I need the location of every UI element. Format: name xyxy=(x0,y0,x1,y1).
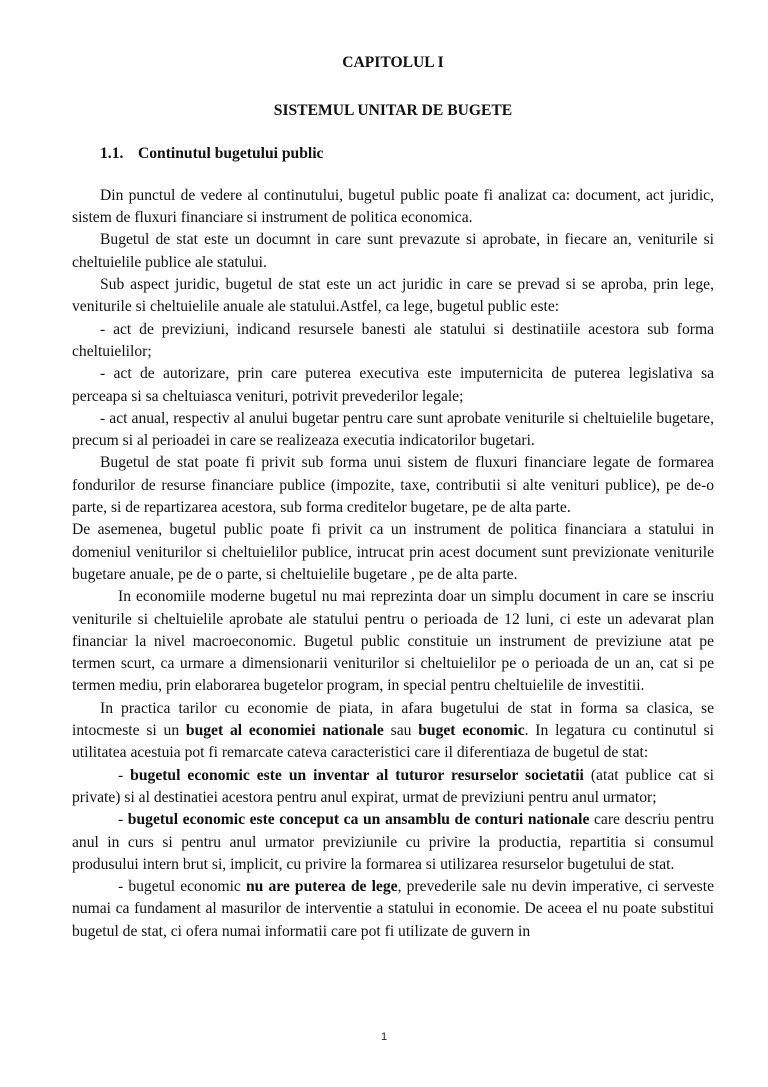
bold-term: buget al economiei nationale xyxy=(185,722,384,740)
paragraph: Bugetul de stat este un documnt in care sunt prevazute si aprobate, in fiecare an, veniturile si cheltuielile publice ale statului. xyxy=(72,231,714,271)
chapter-heading: CAPITOLUL I xyxy=(342,54,444,71)
text-run: (atat publice cat si private) si al destinatiei acestora pentru anul expirat, urmat de previziuni pentru anul urmator; xyxy=(72,766,714,806)
paragraph: In economiile moderne bugetul nu mai reprezinta doar un simplu document in care se inscriu veniturile si cheltuielile aprobate ale statului pentru o perioada de 12 luni, ci este un adevarat plan financiar la nivel macroeconomic. Bugetul public constituie un instrument de previziune atat pe termen scurt, ca urmare a dimensionarii veniturilor si cheltuielilor pe o perioada de un an, cat si pe termen mediu, prin elaborarea bugetelor program, in special pentru cheltuielile de investitii. xyxy=(72,588,714,695)
text-run: - bugetul economic xyxy=(118,878,246,896)
text-run: In practica tarilor cu economie de piata, in afara bugetului de stat in forma sa clasica, se intocmeste si un xyxy=(72,699,714,740)
section-heading xyxy=(100,143,714,165)
list-item xyxy=(72,876,714,943)
chapter-title xyxy=(72,100,714,122)
text-run: - xyxy=(118,766,131,784)
text-run: - xyxy=(118,811,128,829)
text-run: sau xyxy=(383,722,419,740)
paragraph: Sub aspect juridic, bugetul de stat este un act juridic in care se prevad si se aproba, prin lege, veniturile si cheltuielile anuale ale statului.Astfel, ca lege, bugetul public este: xyxy=(72,276,714,316)
text-run: . In legatura cu continutul si utilitatea acestuia pot fi remarcate cateva caracteristici care il diferentiaza de bugetul de stat: xyxy=(72,722,715,762)
bold-term: buget economic xyxy=(418,722,525,740)
page-number: 1 xyxy=(380,1031,388,1043)
bold-term: nu are puterea de lege xyxy=(245,878,398,896)
paragraph: Bugetul de stat poate fi privit sub forma unui sistem de fluxuri financiare legate de formarea fondurilor de resurse financiare publice (impozite, taxe, contributii si alte venituri publice), pe de-o parte, si de repartizarea acestora, sub forma creditelor bugetare, pe de alta parte. xyxy=(72,454,714,517)
chapter-title-text: SISTEMUL UNITAR DE BUGETE xyxy=(273,102,513,120)
text-run: care descriu pentru anul in curs si pentru anul urmator previziunile cu privire la productia, repartitia si consumul produsului intern brut si, implicit, cu privire la formarea si utilizarea resurselor bugetului de stat. xyxy=(72,811,714,873)
bold-term: bugetul economic este conceput ca un ansamblu de conturi nationale xyxy=(127,811,590,829)
document-page xyxy=(72,52,714,943)
text-run: , prevederile sale nu devin imperative, ci serveste numai ca fundament al masurilor de interventie a statului in economie. De aceea el nu poate substitui bugetul de stat, ci ofera numai informatii care pot fi utilizate de guvern in xyxy=(72,878,714,940)
paragraph xyxy=(72,698,714,765)
paragraph: Din punctul de vedere al continutului, bugetul public poate fi analizat ca: document, act juridic, sistem de fluxuri financiare si instrument de politica economica. xyxy=(72,186,714,227)
list-item xyxy=(72,765,714,810)
list-item: - act de autorizare, prin care puterea executiva este imputernicita de puterea legislativa sa perceapa si sa cheltuiasca venituri, potrivit prevederilor legale; xyxy=(72,365,714,405)
bold-term: bugetul economic este un inventar al tuturor resurselor societatii xyxy=(130,766,584,784)
list-item xyxy=(72,809,714,876)
paragraph: De asemenea, bugetul public poate fi privit ca un instrument de politica financiara a statului in domeniul veniturilor si cheltuielilor publice, intrucat prin acest document sunt previzionate veniturile bugetare anuale, pe de o parte, si cheltuielile bugetare , pe de alta parte. xyxy=(72,521,714,583)
section-title: Continutul bugetului public xyxy=(138,144,324,162)
list-item: - act anual, respectiv al anului bugetar pentru care sunt aprobate veniturile si cheltuielile bugetare, precum si al perioadei in care se realizeaza executia indicatorilor bugetari. xyxy=(72,409,714,450)
list-item: - act de previziuni, indicand resursele banesti ale statului si destinatiile acestora sub forma cheltuielilor; xyxy=(72,320,714,360)
section-number: 1.1. xyxy=(100,144,124,162)
